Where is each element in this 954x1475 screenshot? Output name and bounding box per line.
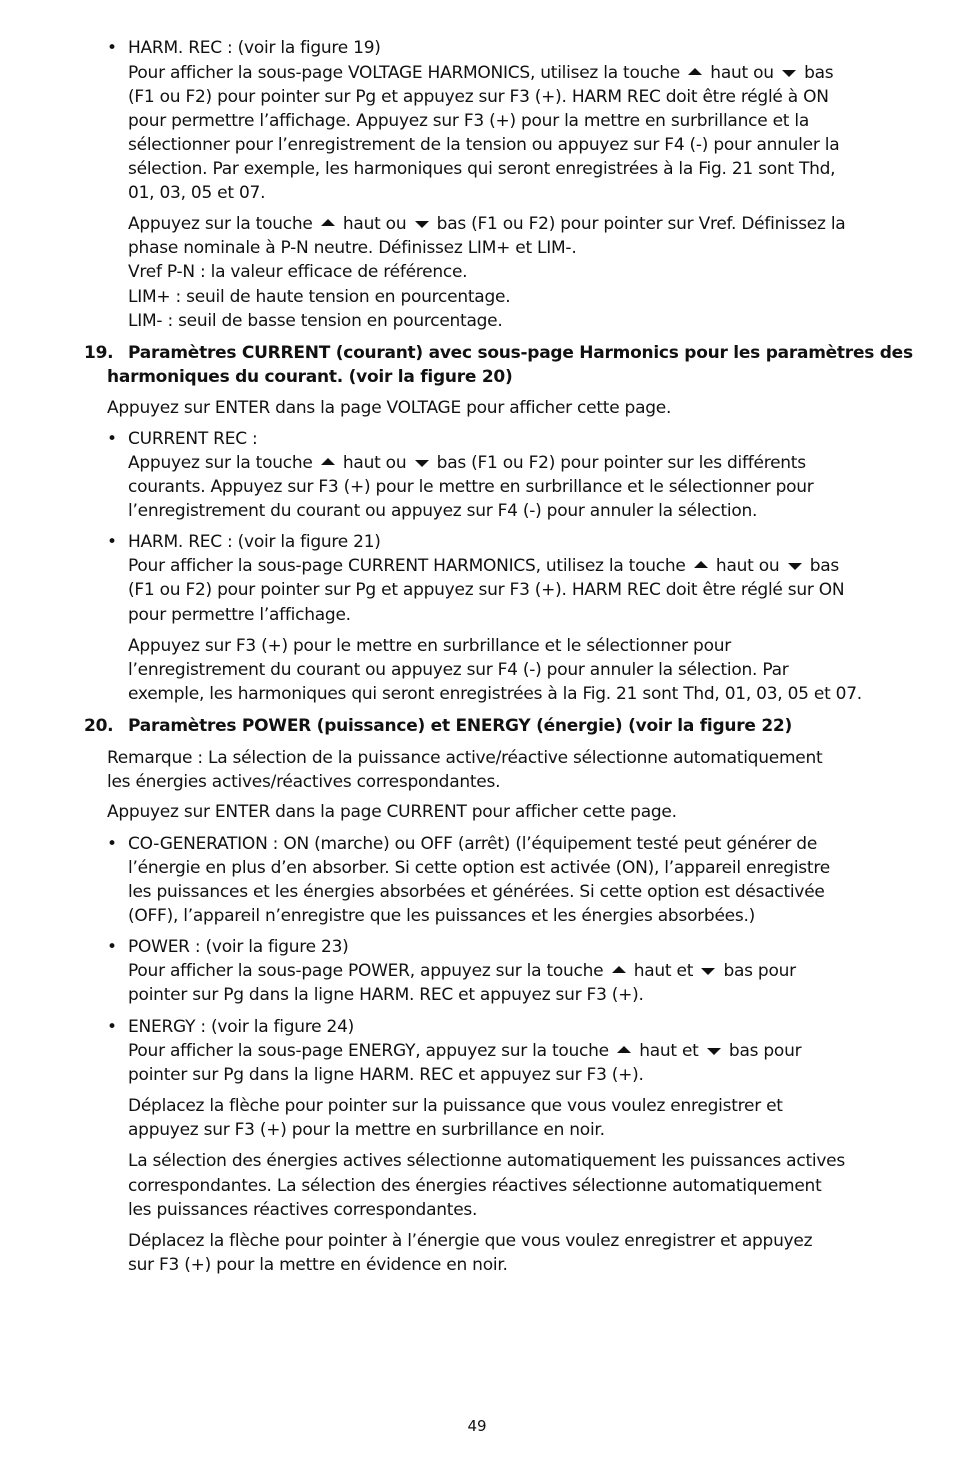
up-arrow-icon: [318, 455, 338, 469]
text-line: Déplacez la flèche pour pointer sur la puissance que vous voulez enregistrer et: [128, 1096, 783, 1116]
bullet-title-power: POWER : (voir la figure 23): [128, 937, 349, 957]
text-line: appuyez sur F3 (+) pour la mettre en surbrillance en noir.: [128, 1120, 605, 1140]
text-line: (F1 ou F2) pour pointer sur Pg et appuyez sur F3 (+). HARM REC doit être réglé à ON: [128, 87, 829, 107]
bullet: •: [107, 937, 118, 957]
text-line: phase nominale à P-N neutre. Définissez LIM+ et LIM-.: [128, 238, 577, 258]
up-arrow-icon: [614, 1043, 634, 1057]
section-number-19: 19.: [84, 343, 114, 363]
text-line: les énergies actives/réactives correspondantes.: [107, 772, 501, 792]
section-number-20: 20.: [84, 716, 114, 736]
text-line: Pour afficher la sous-page ENERGY, appuyez sur la touche haut et bas pour: [128, 1041, 802, 1061]
text-line: sur F3 (+) pour la mettre en évidence en noir.: [128, 1255, 508, 1275]
bullet-title-current-rec: CURRENT REC :: [128, 429, 258, 449]
text-line: l’enregistrement du courant ou appuyez sur F4 (-) pour annuler la sélection. Par: [128, 660, 789, 680]
text-line: l’enregistrement du courant ou appuyez sur F4 (-) pour annuler la sélection.: [128, 501, 758, 521]
text-line: exemple, les harmoniques qui seront enregistrées à la Fig. 21 sont Thd, 01, 03, 05 et 07.: [128, 684, 862, 704]
up-arrow-icon: [609, 963, 629, 977]
page-number: 49: [467, 1417, 487, 1435]
down-arrow-icon: [779, 65, 799, 79]
text-line: LIM- : seuil de basse tension en pourcentage.: [128, 311, 503, 331]
text-line: Pour afficher la sous-page VOLTAGE HARMONICS, utilisez la touche haut ou bas: [128, 63, 834, 83]
text-line: LIM+ : seuil de haute tension en pourcentage.: [128, 287, 511, 307]
text-line: Appuyez sur ENTER dans la page CURRENT pour afficher cette page.: [107, 802, 677, 822]
section-heading-20: Paramètres POWER (puissance) et ENERGY (énergie) (voir la figure 22): [128, 716, 792, 736]
text-line: Vref P-N : la valeur efficace de référence.: [128, 262, 468, 282]
text-line: les puissances réactives correspondantes.: [128, 1200, 478, 1220]
down-arrow-icon: [704, 1043, 724, 1057]
bullet: •: [107, 532, 118, 552]
down-arrow-icon: [412, 216, 432, 230]
text-line: Remarque : La sélection de la puissance active/réactive sélectionne automatiquement: [107, 748, 823, 768]
bullet: •: [107, 834, 118, 854]
section-heading-19: Paramètres CURRENT (courant) avec sous-page Harmonics pour les paramètres des: [128, 343, 913, 363]
text-line: correspondantes. La sélection des énergies réactives sélectionne automatiquement: [128, 1176, 822, 1196]
text-line: pointer sur Pg dans la ligne HARM. REC et appuyez sur F3 (+).: [128, 1065, 644, 1085]
up-arrow-icon: [691, 558, 711, 572]
text-line: Pour afficher la sous-page POWER, appuyez sur la touche haut et bas pour: [128, 961, 796, 981]
bullet-title-harm-rec-current: HARM. REC : (voir la figure 21): [128, 532, 381, 552]
text-line: (F1 ou F2) pour pointer sur Pg et appuyez sur F3 (+). HARM REC doit être réglé sur ON: [128, 580, 845, 600]
text-line: l’énergie en plus d’en absorber. Si cette option est activée (ON), l’appareil enregistre: [128, 858, 830, 878]
text-line: sélectionner pour l’enregistrement de la tension ou appuyez sur F4 (-) pour annuler la: [128, 135, 840, 155]
text-line: sélection. Par exemple, les harmoniques qui seront enregistrées à la Fig. 21 sont Thd,: [128, 159, 836, 179]
text-line: courants. Appuyez sur F3 (+) pour le mettre en surbrillance et le sélectionner pour: [128, 477, 814, 497]
text-line: Pour afficher la sous-page CURRENT HARMONICS, utilisez la touche haut ou bas: [128, 556, 840, 576]
text-line: Déplacez la flèche pour pointer à l’énergie que vous voulez enregistrer et appuyez: [128, 1231, 813, 1251]
up-arrow-icon: [685, 65, 705, 79]
text-line: les puissances et les énergies absorbées et générées. Si cette option est désactivée: [128, 882, 825, 902]
bullet: •: [107, 1017, 118, 1037]
bullet: •: [107, 38, 118, 58]
text-line: pour permettre l’affichage.: [128, 605, 351, 625]
down-arrow-icon: [698, 963, 718, 977]
text-line: Appuyez sur la touche haut ou bas (F1 ou F2) pour pointer sur Vref. Définissez la: [128, 214, 846, 234]
text-line: La sélection des énergies actives sélectionne automatiquement les puissances actives: [128, 1151, 845, 1171]
text-line: Appuyez sur F3 (+) pour le mettre en surbrillance et le sélectionner pour: [128, 636, 732, 656]
down-arrow-icon: [785, 558, 805, 572]
text-line: pointer sur Pg dans la ligne HARM. REC et appuyez sur F3 (+).: [128, 985, 644, 1005]
bullet-title-harm-rec-voltage: HARM. REC : (voir la figure 19): [128, 38, 381, 58]
bullet: •: [107, 429, 118, 449]
text-line: Appuyez sur ENTER dans la page VOLTAGE pour afficher cette page.: [107, 398, 672, 418]
up-arrow-icon: [318, 216, 338, 230]
bullet-title-energy: ENERGY : (voir la figure 24): [128, 1017, 355, 1037]
text-line: (OFF), l’appareil n’enregistre que les puissances et les énergies absorbées.): [128, 906, 756, 926]
down-arrow-icon: [412, 455, 432, 469]
text-line: Appuyez sur la touche haut ou bas (F1 ou F2) pour pointer sur les différents: [128, 453, 806, 473]
bullet-title-co-generation: CO-GENERATION : ON (marche) ou OFF (arrêt) (l’équipement testé peut générer de: [128, 834, 818, 854]
text-line: 01, 03, 05 et 07.: [128, 183, 266, 203]
text-line: pour permettre l’affichage. Appuyez sur F3 (+) pour la mettre en surbrillance et la: [128, 111, 809, 131]
section-heading-19-cont: harmoniques du courant. (voir la figure 20): [107, 367, 513, 387]
